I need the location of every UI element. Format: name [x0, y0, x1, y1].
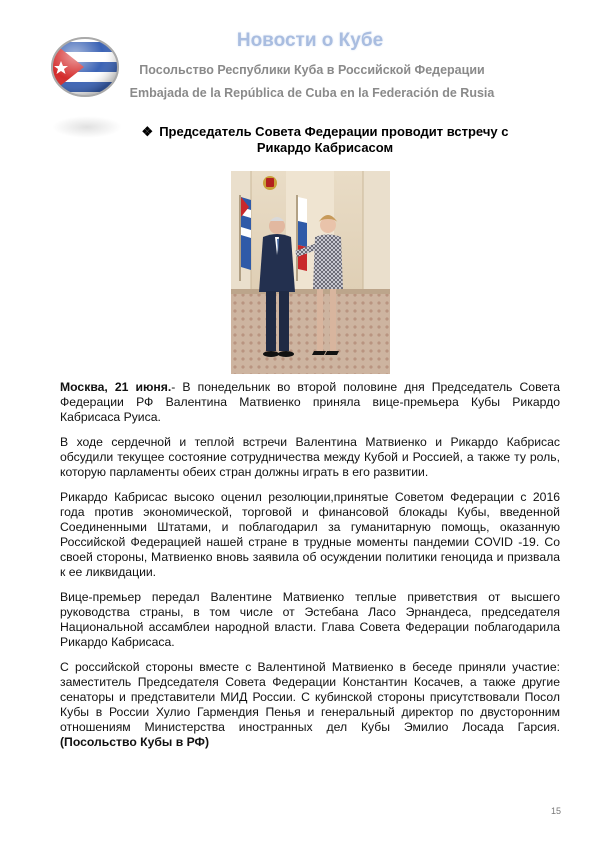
diamond-bullet-icon: ❖	[141, 124, 154, 139]
decorative-shadow	[52, 116, 122, 138]
meeting-photo	[231, 171, 390, 374]
headline-text: Председатель Совета Федерации проводит встречу с Рикардо Кабрисасом	[159, 124, 509, 155]
article-headline	[120, 124, 530, 156]
article-paragraph-3: Рикардо Кабрисас высоко оценил резолюции,принятые Советом Федерации с 2016 года против экономической, торговой и финансовой блокады Кубы, введенной Соединенными Штатами, и поблагодарил за гуманитарную помощь, оказанную Российской Федерацией нашей стране в трудные моменты пандемии COVID -19. Со своей стороны, Матвиенко вновь заявила об осуждении политики геноцида и призвала к ее ликвидации.	[60, 490, 560, 579]
article-source: (Посольство Кубы в РФ)	[60, 735, 210, 749]
article-paragraph-4: Вице-премьер передал Валентине Матвиенко теплые приветствия от высшего руководства страны, в том числе от Эстебана Ласо Эрнандеса, председателя Национальной ассамблеи народной власти. Глава Совета Федерации поблагодарила Рикардо Кабрисаса.	[60, 590, 560, 649]
page-number: 15	[550, 806, 561, 816]
cuba-flag-logo-icon	[50, 36, 120, 98]
article-body	[60, 380, 560, 760]
article-paragraph-1	[60, 380, 560, 425]
paragraph-1-text: - В понедельник во второй половине дня Председатель Совета Федерации РФ Валентина Матвиенко приняла вице-премьера Кубы Рикардо Кабрисаса Руиса.	[60, 380, 560, 424]
embassy-name-ru: Посольство Республики Куба в Российской Федерации	[139, 63, 485, 77]
paragraph-5-text: С российской стороны вместе с Валентиной Матвиенко в беседе приняли участие: заместитель Председателя Совета Федерации Константин Косачев, а также другие сенаторы и представители МИД России. С кубинской стороны присутствовали Посол Кубы в России Хулио Гармендия Пенья и генеральный директор по двусторонним отношениям Министерства иностранных дел Кубы Эмилио Лосада Гарсия.	[60, 660, 560, 734]
article-paragraph-5	[60, 660, 560, 750]
dateline: Москва, 21 июня.	[60, 380, 172, 394]
newsletter-title: Новости о Кубе	[236, 30, 384, 51]
article-paragraph-2: В ходе сердечной и теплой встречи Валентина Матвиенко и Рикардо Кабрисас обсудили текущее состояние сотрудничества между Кубой и Россией, а также ту роль, которую парламенты обеих стран должны играть в его развитии.	[60, 435, 560, 479]
embassy-name-es: Embajada de la República de Cuba en la Federación de Rusia	[129, 86, 495, 100]
